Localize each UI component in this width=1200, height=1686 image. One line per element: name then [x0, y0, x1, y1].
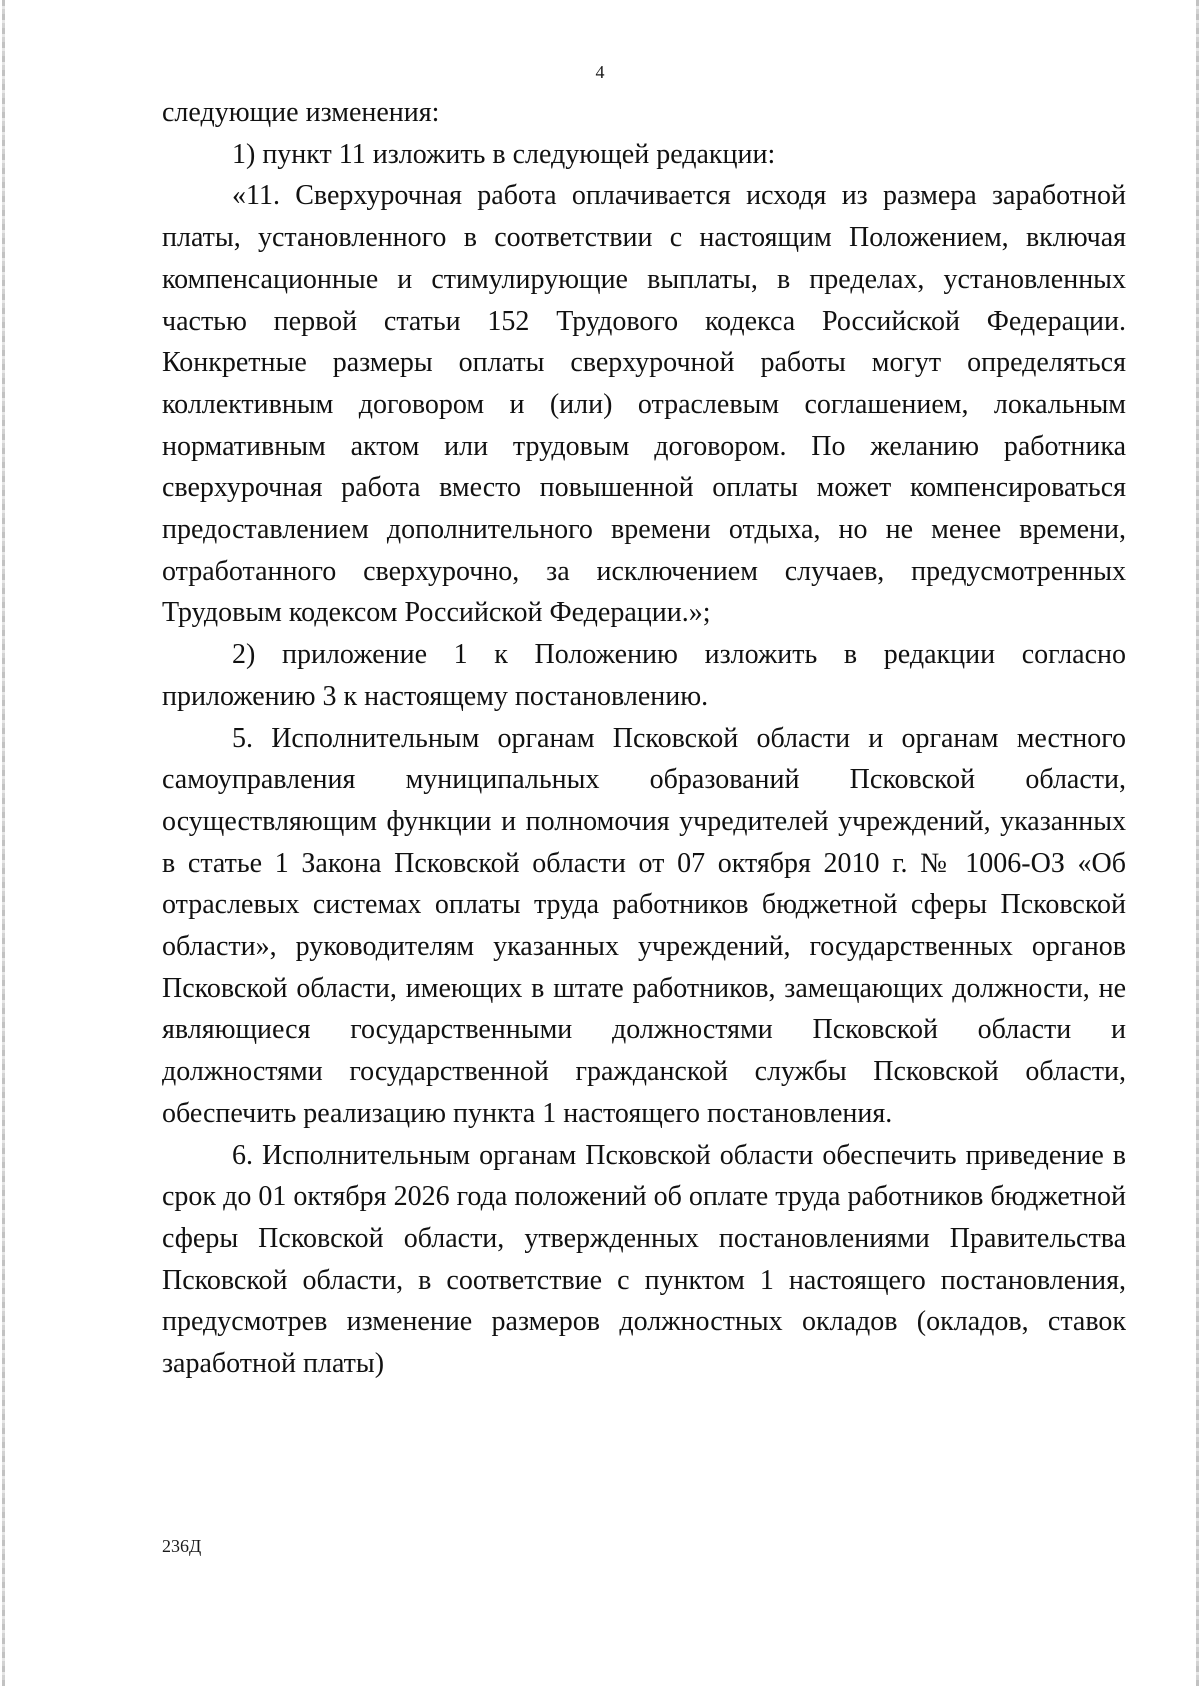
paragraph-point-5: 5. Исполнительным органам Псковской области и органам местного самоуправления муниципальных образований Псковской области, осуществляющим функции и полномочия учредителей учреждений, указанных в статье 1 Закона Псковской области от 07 октября 2010 г. № 1006-ОЗ «Об отраслевых системах оплаты труда работников бюджетной сферы Псковской области», руководителям указанных учреждений, государственных органов Псковской области, имеющих в штате работников, замещающих должности, не являющиеся государственными должностями Псковской области и должностями государственной гражданской службы Псковской области, обеспечить реализацию пункта 1 настоящего постановления.: [162, 722, 1126, 1129]
document-body: [162, 92, 1126, 1385]
paragraph-item-1: 1) пункт 11 изложить в следующей редакции:: [232, 138, 776, 170]
paragraph-point-6: 6. Исполнительным органам Псковской области обеспечить приведение в срок до 01 октября 2026 года положений об оплате труда работников бюджетной сферы Псковской области, утвержденных постановлениями Правительства Псковской области, в соответствие с пунктом 1 настоящего постановления, предусмотрев изменение размеров должностных окладов (окладов, ставок заработной платы): [162, 1139, 1126, 1380]
scan-edge-right: [1196, 0, 1199, 1686]
paragraph-continuation: следующие изменения:: [162, 97, 440, 128]
scan-edge-left: [2, 0, 5, 1686]
paragraph-quoted-clause-11: «11. Сверхурочная работа оплачивается исходя из размера заработной платы, установленного в соответствии с настоящим Положением, включая компенсационные и стимулирующие выплаты, в пределах, установленных частью первой статьи 152 Трудового кодекса Российской Федерации. Конкретные размеры оплаты сверхурочной работы могут определяться коллективным договором и (или) отраслевым соглашением, локальным нормативным актом или трудовым договором. По желанию работника сверхурочная работа вместо повышенной оплаты может компенсироваться предоставлением дополнительного времени отдыха, но не менее времени, отработанного сверхурочно, за исключением случаев, предусмотренных Трудовым кодексом Российской Федерации.»;: [162, 180, 1126, 629]
paragraph-item-2: 2) приложение 1 к Положению изложить в редакции согласно приложению 3 к настоящему постановлению.: [162, 639, 1126, 712]
document-code: 236Д: [162, 1536, 202, 1556]
page-number: 4: [595, 62, 605, 82]
